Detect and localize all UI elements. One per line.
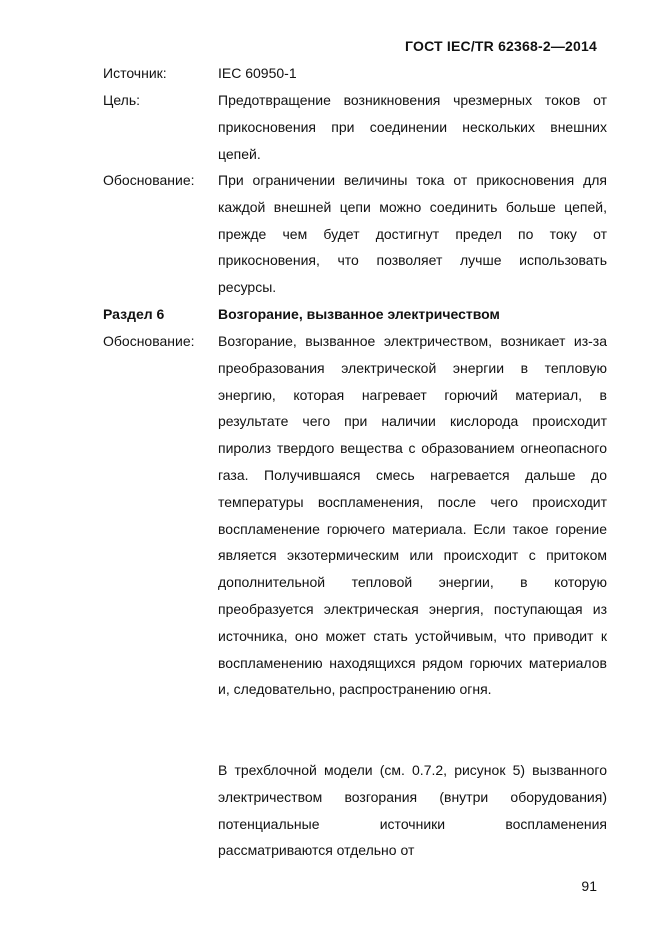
entry-label: Цель: [103, 92, 141, 108]
document-header: ГОСТ IEC/TR 62368-2—2014 [405, 38, 597, 54]
paragraph-text: В трехблочной модели (см. 0.7.2, рисунок 5) вызванного электричеством возгорания (внутри оборудования) потенциальные источники воспламенения рассматриваются отдельно от [218, 762, 607, 859]
entry-label: Обоснование: [103, 333, 195, 349]
entry-text: При ограничении величины тока от прикосновения для каждой внешней цепи можно соединить больше цепей, прежде чем будет достигнут предел по току от прикосновения, что позволяет лучше использовать ресурсы. [218, 172, 607, 296]
section-title: Возгорание, вызванное электричеством [218, 306, 500, 322]
page-number: 91 [581, 878, 597, 894]
entry-text: Предотвращение возникновения чрезмерных токов от прикосновения при соединении нескольких внешних цепей. [218, 92, 607, 162]
entry-text: IEC 60950-1 [218, 65, 297, 81]
section-number: Раздел 6 [103, 306, 165, 322]
entry-label: Источник: [103, 65, 167, 81]
entry-text: Возгорание, вызванное электричеством, возникает из-за преобразования электрической энергии в тепловую энергию, которая нагревает горючий материал, в результате чего при наличии кислорода происходит пиролиз твердого вещества с образованием огнеопасного газа. Получившаяся смесь нагревается дальше до температуры воспламенения, после чего происходит воспламенение горючего материала. Если такое горение является экзотермическим или происходит с притоком дополнительной тепловой энергии, в которую преобразуется электрическая энергия, поступающая из источника, оно может стать устойчивым, что приводит к воспламенению находящихся рядом горючих материалов и, следовательно, распространению огня. [218, 333, 607, 698]
entry-label: Обоснование: [103, 172, 195, 188]
